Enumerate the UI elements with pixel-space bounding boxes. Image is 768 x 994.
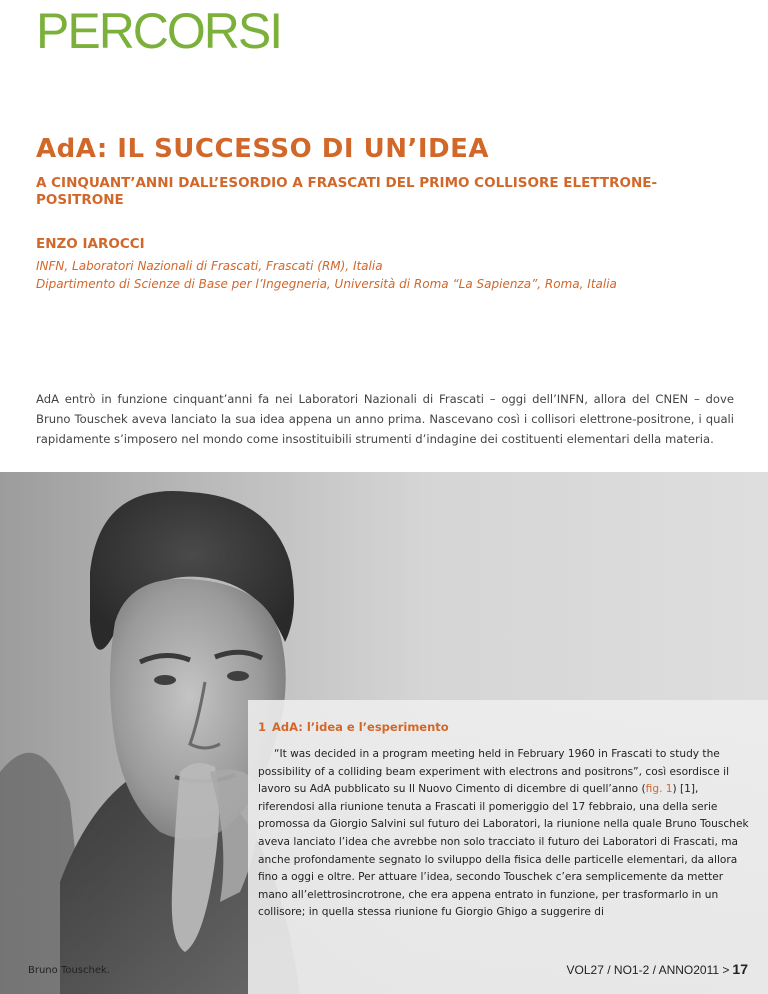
author-name: ENZO IAROCCI [36, 236, 145, 252]
body-text-part-1: “It was decided in a program meeting held in February 1960 in Frascati to study the possibility of a colliding beam experiment with electrons and positrons”, così esordisce il lavoro su AdA pubblicato su Il Nuovo Cimento di dicembre di quell’anno ( [258, 748, 730, 796]
body-text-part-2: ) [1], riferendosi alla riunione tenuta a Frascati il pomeriggio del 17 febbraio, una della serie promossa da Giorgio Salvini sul futuro dei Laboratori, la riunione nella quale Bruno Touschek aveva lanciato l’idea che avrebbe non solo tracciato il futuro dei Laboratori di Frascati, ma anche profondamente segnato lo sviluppo della fisica delle particelle elementari, da allora fino a oggi e oltre. Per attuare l’idea, secondo Touschek c’era semplicemente da metter mano all’elettrosincrotrone, che era appena entrato in funzione, per trasformarlo in un collisore; in quella stessa riunione fu Giorgio Ghigo a suggerire di [258, 783, 749, 919]
section-heading [258, 720, 449, 734]
section-label: PERCORSI [36, 3, 282, 59]
section-body [258, 746, 752, 922]
abstract: AdA entrò in funzione cinquant’anni fa nei Laboratori Nazionali di Frascati – oggi dell’INFN, allora del CNEN – dove Bruno Touschek aveva lanciato la sua idea appena un anno prima. Nascevano così i collisori elettrone-positrone, i quali rapidamente s’imposero nel mondo come insostituibili strumenti d’indagine dei costituenti elementari della materia. [36, 392, 734, 446]
section-title: AdA: l’idea e l’esperimento [272, 720, 449, 734]
photo-caption: Bruno Touschek. [28, 965, 110, 976]
page-footer [567, 961, 748, 977]
page-number: 17 [732, 961, 748, 977]
article-title: AdA: IL SUCCESSO DI UN’IDEA [36, 134, 489, 164]
affiliation-2: Dipartimento di Scienze di Base per l’Ingegneria, Università di Roma “La Sapienza”, Roma, Italia [36, 277, 617, 291]
affiliation-1: INFN, Laboratori Nazionali di Frascati, Frascati (RM), Italia [36, 259, 383, 273]
figure-reference-link[interactable]: fig. 1 [645, 783, 673, 796]
section-number: 1 [258, 720, 267, 734]
article-subtitle: A CINQUANT’ANNI DALL’ESORDIO A FRASCATI DEL PRIMO COLLISORE ELETTRONE-POSITRONE [36, 175, 658, 208]
issue-info: VOL27 / NO1-2 / ANNO2011 > [566, 963, 730, 977]
